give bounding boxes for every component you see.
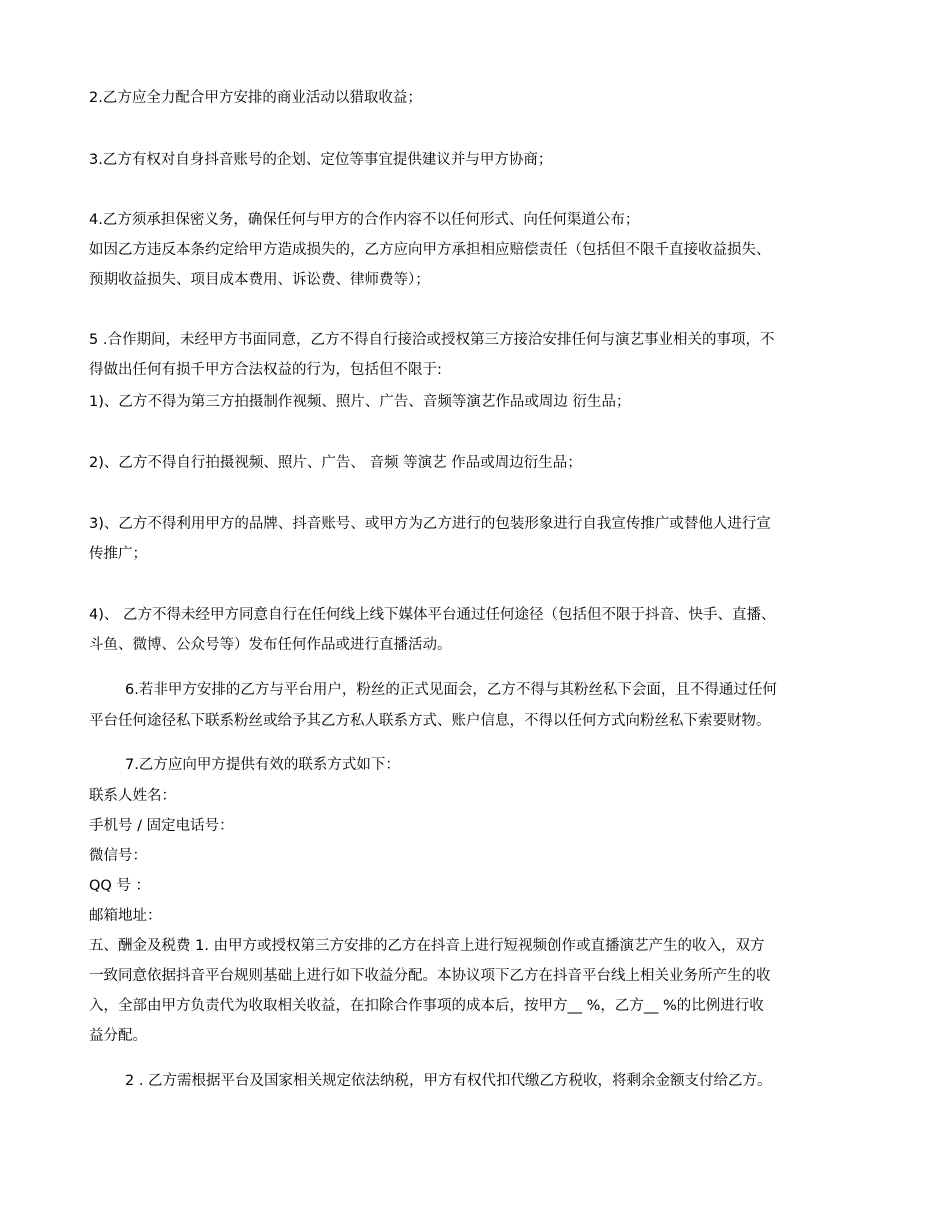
- contact-phone-field: 手机号 / 固定电话号：: [89, 818, 234, 834]
- clause-5: 5 .合作期间，未经甲方书面同意，乙方不得自行接洽或授权第三方接洽安排任何与演艺事业相关的事项，不: [89, 332, 775, 348]
- clause-6-line-2: 平台任何途径私下联系粉丝或给予其乙方私人联系方式、账户信息，不得以任何方式向粉丝私下索要财物。: [89, 713, 771, 729]
- clause-7: 7.乙方应向甲方提供有效的联系方式如下：: [125, 757, 400, 773]
- clause-4: 4.乙方须承担保密义务，确保任何与甲方的合作内容不以任何形式、向任何渠道公布；: [89, 212, 640, 228]
- section-5-line-3: 入，全部由甲方负责代为收取相关收益，在扣除合作事项的成本后，按甲方__ %，乙方__ %的比例进行收: [89, 998, 764, 1014]
- section-5-line-4: 益分配。: [89, 1028, 147, 1044]
- contact-wechat-field: 微信号：: [89, 848, 147, 864]
- clause-5-item-4: 4)、 乙方不得未经甲方同意自行在任何线上线下媒体平台通过任何途径（包括但不限于抖音、快手、直播、: [89, 607, 776, 623]
- clause-3: 3.乙方有权对自身抖音账号的企划、定位等事宜提供建议并与甲方协商；: [89, 152, 553, 168]
- contact-email-field: 邮箱地址：: [89, 908, 162, 924]
- clause-4-line-2: 如因乙方违反本条约定给甲方造成损失的，乙方应向甲方承担相应赔偿责任（包括但不限千直接收益损失、: [89, 242, 771, 258]
- clause-5-item-1: 1)、乙方不得为第三方拍摄制作视频、照片、广告、音频等演艺作品或周边 衍生品；: [89, 394, 631, 410]
- clause-5-item-2: 2)、乙方不得自行拍摄视频、照片、广告、 音频 等演艺 作品或周边衍生品；: [89, 455, 582, 471]
- clause-4-line-3: 预期收益损失、项目成本费用、诉讼费、律师费等）；: [89, 272, 430, 288]
- clause-5-item-4-line-2: 斗鱼、微博、公众号等）发布任何作品或进行直播活动。: [89, 637, 452, 653]
- section-5-line-2: 一致同意依据抖音平台规则基础上进行如下收益分配。本协议项下乙方在抖音平台线上相关业务所产生的收: [89, 968, 771, 984]
- section-5-clause-2: 2 . 乙方需根据平台及国家相关规定依法纳税，甲方有权代扣代缴乙方税收，将剩余金额支付给乙方。: [125, 1073, 772, 1089]
- clause-5-item-3-line-2: 传推广；: [89, 546, 147, 562]
- clause-5-line-2: 得做出任何有损千甲方合法权益的行为，包括但不限于:: [89, 362, 442, 378]
- contact-name-field: 联系人姓名：: [89, 788, 176, 804]
- clause-6: 6.若非甲方安排的乙方与平台用户，粉丝的正式见面会，乙方不得与其粉丝私下会面，且不得通过任何: [125, 682, 777, 698]
- contact-qq-field: QQ 号 ：: [89, 878, 151, 894]
- section-5-remuneration: 五、酬金及税费 1. 由甲方或授权第三方安排的乙方在抖音上进行短视频创作或直播演艺产生的收入，双方: [89, 938, 765, 954]
- clause-2: 2.乙方应全力配合甲方安排的商业活动以猎取收益；: [89, 90, 422, 106]
- clause-5-item-3: 3)、乙方不得利用甲方的品牌、抖音账号、或甲方为乙方进行的包装形象进行自我宣传推广或替他人进行宣: [89, 516, 771, 532]
